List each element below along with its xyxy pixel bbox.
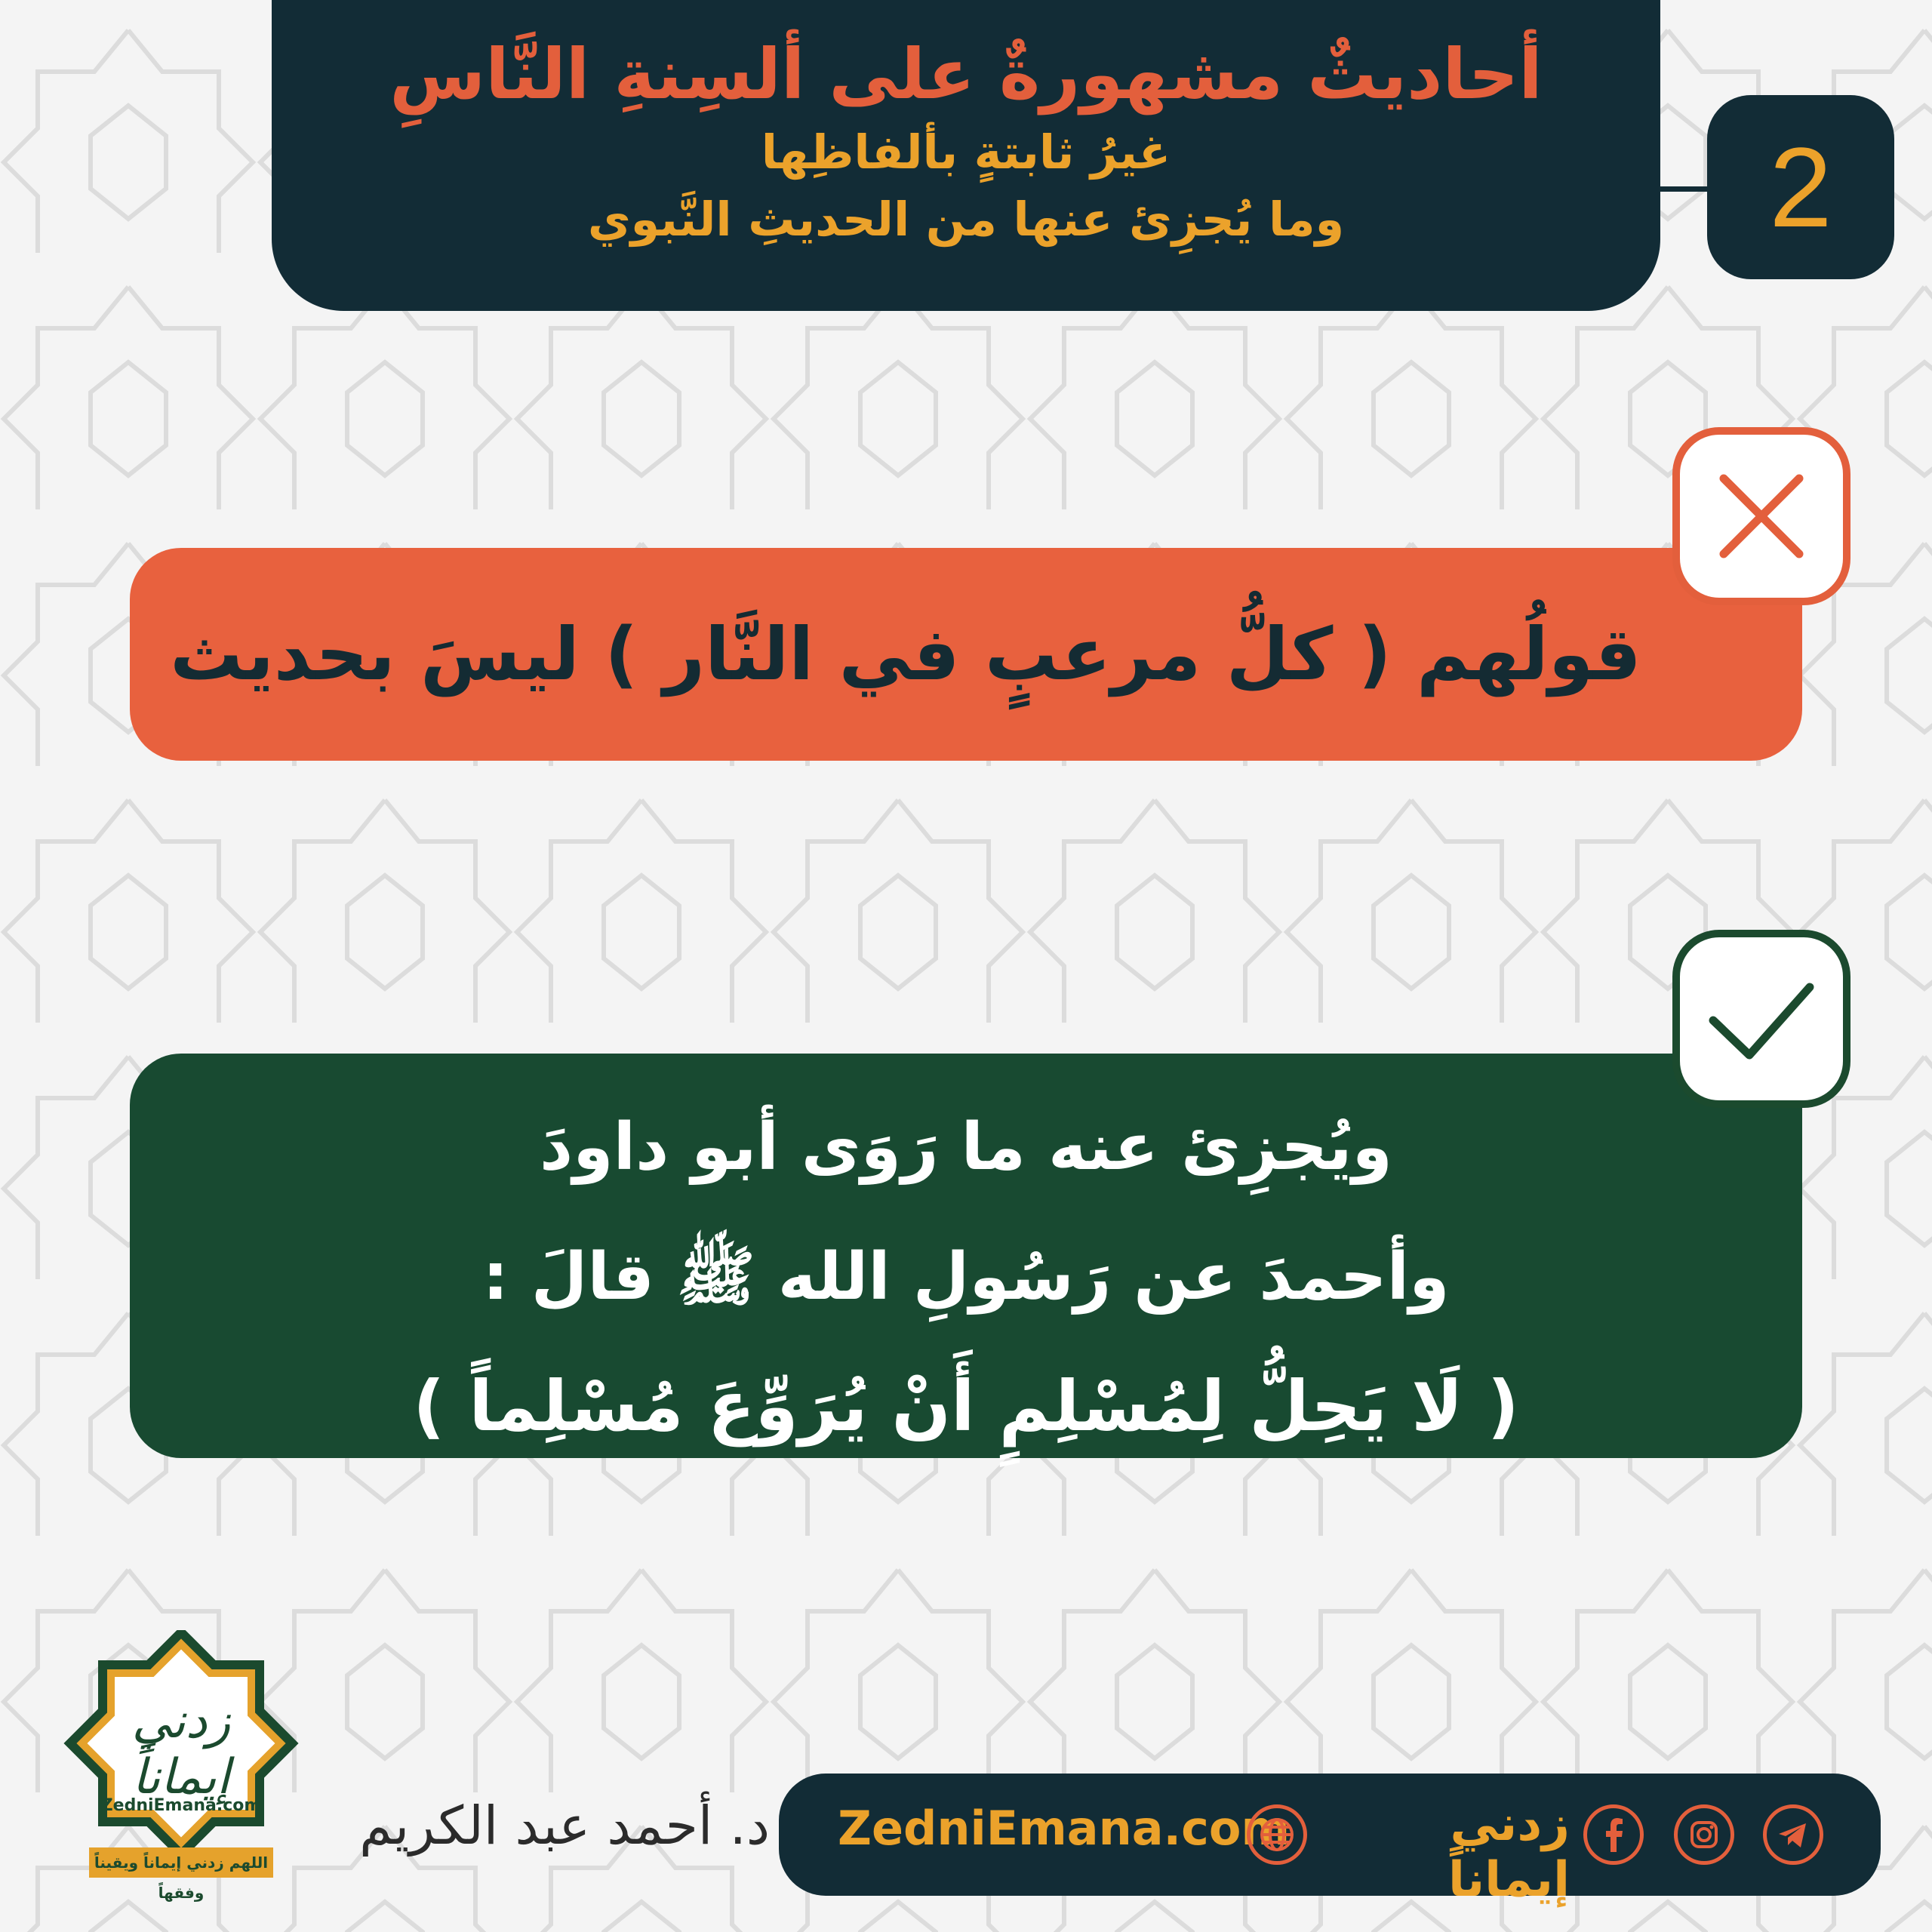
header-connector bbox=[1657, 186, 1709, 192]
instagram-icon[interactable] bbox=[1674, 1804, 1734, 1865]
page-title: أحاديثٌ مشهورةٌ على ألسِنةِ النَّاسِ bbox=[389, 34, 1543, 115]
logo-ribbon: اللهم زدني إيماناً ويقيناً وفقهاً bbox=[89, 1847, 273, 1878]
logo-calligraphy: زدني إيماناً bbox=[131, 1694, 231, 1805]
author-name: د. أحمد عبد الكريم bbox=[359, 1795, 770, 1857]
globe-icon[interactable] bbox=[1247, 1804, 1307, 1865]
logo-site-text: ZedniEmana.com bbox=[100, 1796, 262, 1815]
telegram-icon[interactable] bbox=[1763, 1804, 1823, 1865]
correct-hadith-card bbox=[130, 1054, 1802, 1458]
page-subtitle-2: وما يُجزِئ عنها من الحديثِ النَّبوي bbox=[587, 192, 1345, 248]
x-mark-icon bbox=[1672, 427, 1850, 605]
check-mark-icon bbox=[1672, 930, 1850, 1108]
hadith-line-1: ويُجزِئ عنه ما رَوَى أبو داودَ bbox=[540, 1109, 1392, 1185]
brand-name: زدني إيماناً bbox=[1448, 1796, 1570, 1908]
hadith-line-2: وأحمدَ عن رَسُولِ الله ﷺ قالَ : bbox=[482, 1239, 1450, 1315]
wrong-statement-card bbox=[130, 548, 1802, 761]
hadith-line-3: ( لَا يَحِلُّ لِمُسْلِمٍ أَنْ يُرَوِّعَ مُسْلِماً ) bbox=[413, 1366, 1519, 1447]
facebook-icon[interactable] bbox=[1583, 1804, 1644, 1865]
website-link[interactable]: ZedniEmana.com bbox=[838, 1801, 1291, 1856]
page-subtitle-1: غيرُ ثابتةٍ بألفاظِها bbox=[761, 125, 1171, 180]
wrong-statement-text: قولُهم ( كلُّ مرعبٍ في النَّار ) ليسَ بحديث bbox=[170, 612, 1641, 697]
number-badge: 2 bbox=[1707, 95, 1894, 279]
header-banner bbox=[272, 0, 1660, 311]
